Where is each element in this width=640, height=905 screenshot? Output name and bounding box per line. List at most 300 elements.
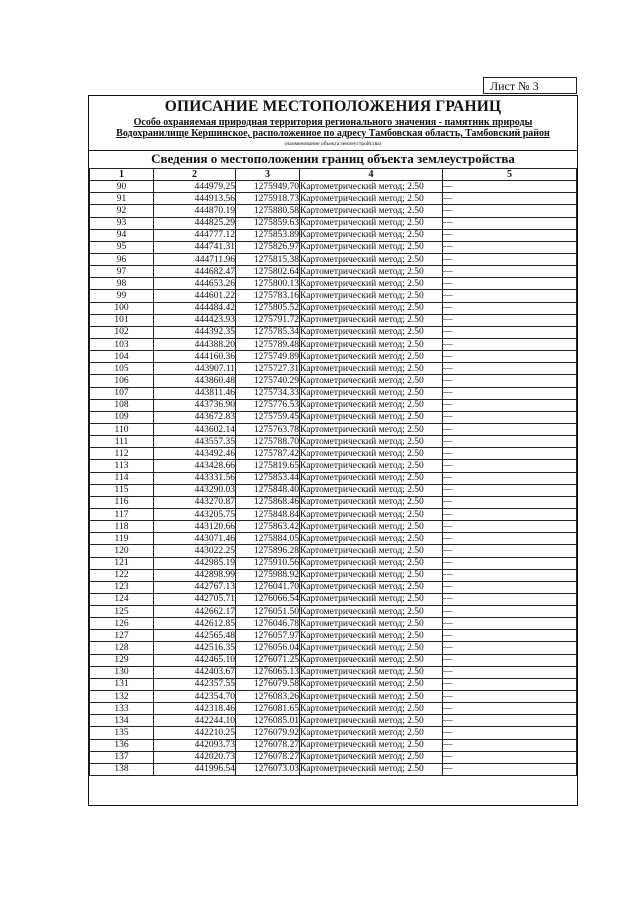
table-row: [90, 266, 577, 278]
coordinate-x-cell: 443907.11: [154, 363, 236, 375]
coordinate-x-cell: 444484.42: [154, 302, 236, 314]
table-row: [90, 606, 577, 618]
method-accuracy-cell: Картометрический метод; 2.50: [300, 678, 443, 690]
coordinate-y-cell: 1275802.64: [236, 266, 300, 278]
table-row: [90, 557, 577, 569]
point-number-cell: 133: [90, 703, 154, 715]
coordinate-x-cell: 443270.87: [154, 496, 236, 508]
table-row: [90, 508, 577, 520]
point-number-cell: 111: [90, 436, 154, 448]
column-header-1: 1: [90, 169, 154, 181]
coordinate-x-cell: 444682.47: [154, 266, 236, 278]
table-row: [90, 411, 577, 423]
point-number-cell: 104: [90, 351, 154, 363]
point-number-cell: 115: [90, 484, 154, 496]
coordinate-y-cell: 1275853.44: [236, 472, 300, 484]
point-number-cell: 137: [90, 751, 154, 763]
coordinate-y-cell: 1275788.70: [236, 436, 300, 448]
method-accuracy-cell: Картометрический метод; 2.50: [300, 533, 443, 545]
method-accuracy-cell: Картометрический метод; 2.50: [300, 691, 443, 703]
description-cell: —: [443, 266, 577, 278]
coordinate-x-cell: 444870.19: [154, 205, 236, 217]
method-accuracy-cell: Картометрический метод; 2.50: [300, 557, 443, 569]
description-cell: —: [443, 351, 577, 363]
coordinate-x-cell: 443428.66: [154, 460, 236, 472]
coordinate-y-cell: 1276051.50: [236, 606, 300, 618]
description-cell: —: [443, 727, 577, 739]
method-accuracy-cell: Картометрический метод; 2.50: [300, 581, 443, 593]
method-accuracy-cell: Картометрический метод; 2.50: [300, 521, 443, 533]
coordinate-y-cell: 1275740.29: [236, 375, 300, 387]
coordinate-x-cell: 444825.29: [154, 217, 236, 229]
coordinate-y-cell: 1276085.01: [236, 715, 300, 727]
method-accuracy-cell: Картометрический метод; 2.50: [300, 375, 443, 387]
description-cell: —: [443, 363, 577, 375]
coordinate-x-cell: 443071.46: [154, 533, 236, 545]
point-number-cell: 131: [90, 678, 154, 690]
description-cell: —: [443, 448, 577, 460]
coordinate-y-cell: 1275826.97: [236, 241, 300, 253]
description-cell: —: [443, 739, 577, 751]
point-number-cell: 100: [90, 302, 154, 314]
description-cell: —: [443, 751, 577, 763]
table-row: [90, 460, 577, 472]
coordinate-x-cell: 442020.73: [154, 751, 236, 763]
point-number-cell: 117: [90, 508, 154, 520]
description-cell: —: [443, 217, 577, 229]
table-row: [90, 691, 577, 703]
point-number-cell: 102: [90, 326, 154, 338]
description-cell: —: [443, 241, 577, 253]
description-cell: —: [443, 642, 577, 654]
point-number-cell: 98: [90, 278, 154, 290]
coordinate-y-cell: 1276071.25: [236, 654, 300, 666]
method-accuracy-cell: Картометрический метод; 2.50: [300, 727, 443, 739]
table-row: [90, 253, 577, 265]
description-cell: —: [443, 618, 577, 630]
table-row: [90, 217, 577, 229]
coordinate-x-cell: 444979.25: [154, 181, 236, 193]
description-cell: —: [443, 593, 577, 605]
coordinate-y-cell: 1276079.92: [236, 727, 300, 739]
coordinate-x-cell: 444160.36: [154, 351, 236, 363]
method-accuracy-cell: Картометрический метод; 2.50: [300, 606, 443, 618]
method-accuracy-cell: Картометрический метод; 2.50: [300, 496, 443, 508]
coordinate-x-cell: 443811.46: [154, 387, 236, 399]
method-accuracy-cell: Картометрический метод; 2.50: [300, 569, 443, 581]
coordinate-y-cell: 1276078.27: [236, 739, 300, 751]
description-cell: —: [443, 229, 577, 241]
method-accuracy-cell: Картометрический метод; 2.50: [300, 411, 443, 423]
method-accuracy-cell: Картометрический метод; 2.50: [300, 266, 443, 278]
column-header-4: 4: [300, 169, 443, 181]
point-number-cell: 132: [90, 691, 154, 703]
coordinate-x-cell: 441996.54: [154, 763, 236, 775]
point-number-cell: 109: [90, 411, 154, 423]
table-row: [90, 193, 577, 205]
coordinate-y-cell: 1275853.89: [236, 229, 300, 241]
coordinate-y-cell: 1276056.04: [236, 642, 300, 654]
object-name-line-2: Водохранилище Кершинское, расположенное по адресу Тамбовская область, Тамбовский район: [116, 128, 550, 139]
table-row: [90, 241, 577, 253]
table-row: [90, 581, 577, 593]
point-number-cell: 126: [90, 618, 154, 630]
description-cell: —: [443, 654, 577, 666]
point-number-cell: 136: [90, 739, 154, 751]
point-number-cell: 127: [90, 630, 154, 642]
coordinate-x-cell: 444741.31: [154, 241, 236, 253]
object-name-caption: (наименование объекта землеустройства): [284, 141, 382, 147]
method-accuracy-cell: Картометрический метод; 2.50: [300, 423, 443, 435]
point-number-cell: 110: [90, 423, 154, 435]
coordinate-y-cell: 1275759.45: [236, 411, 300, 423]
coordinate-x-cell: 442244.10: [154, 715, 236, 727]
coordinate-x-cell: 444653.26: [154, 278, 236, 290]
method-accuracy-cell: Картометрический метод; 2.50: [300, 351, 443, 363]
description-cell: —: [443, 399, 577, 411]
table-row: [90, 521, 577, 533]
point-number-cell: 120: [90, 545, 154, 557]
coordinate-y-cell: 1275800.13: [236, 278, 300, 290]
method-accuracy-cell: Картометрический метод; 2.50: [300, 290, 443, 302]
point-number-cell: 121: [90, 557, 154, 569]
table-row: [90, 290, 577, 302]
coordinate-x-cell: 443672.83: [154, 411, 236, 423]
table-row: [90, 496, 577, 508]
description-cell: —: [443, 387, 577, 399]
method-accuracy-cell: Картометрический метод; 2.50: [300, 666, 443, 678]
table-row: [90, 229, 577, 241]
description-cell: —: [443, 193, 577, 205]
table-row: [90, 399, 577, 411]
coordinate-y-cell: 1275791.72: [236, 314, 300, 326]
column-header-3: 3: [236, 169, 300, 181]
table-row: [90, 642, 577, 654]
table-row: [90, 593, 577, 605]
coordinate-x-cell: 443120.66: [154, 521, 236, 533]
description-cell: —: [443, 302, 577, 314]
coordinate-y-cell: 1276065.13: [236, 666, 300, 678]
coordinate-x-cell: 442210.25: [154, 727, 236, 739]
description-cell: —: [443, 678, 577, 690]
description-cell: —: [443, 338, 577, 350]
method-accuracy-cell: Картометрический метод; 2.50: [300, 253, 443, 265]
coordinate-x-cell: 442898.99: [154, 569, 236, 581]
table-row: [90, 375, 577, 387]
coordinate-x-cell: 443860.48: [154, 375, 236, 387]
description-cell: —: [443, 557, 577, 569]
point-number-cell: 124: [90, 593, 154, 605]
coordinate-y-cell: 1276041.70: [236, 581, 300, 593]
coordinate-x-cell: 444392.35: [154, 326, 236, 338]
table-row: [90, 338, 577, 350]
document-title: ОПИСАНИЕ МЕСТОПОЛОЖЕНИЯ ГРАНИЦ: [164, 98, 502, 115]
coordinate-x-cell: 443331.56: [154, 472, 236, 484]
coordinate-y-cell: 1275896.28: [236, 545, 300, 557]
point-number-cell: 91: [90, 193, 154, 205]
description-cell: —: [443, 411, 577, 423]
coordinate-y-cell: 1275863.42: [236, 521, 300, 533]
coordinate-y-cell: 1276081.65: [236, 703, 300, 715]
table-row: [90, 630, 577, 642]
table-row: [90, 205, 577, 217]
method-accuracy-cell: Картометрический метод; 2.50: [300, 229, 443, 241]
method-accuracy-cell: Картометрический метод; 2.50: [300, 363, 443, 375]
coordinate-y-cell: 1275848.84: [236, 508, 300, 520]
table-row: [90, 448, 577, 460]
description-cell: —: [443, 278, 577, 290]
point-number-cell: 108: [90, 399, 154, 411]
description-cell: —: [443, 205, 577, 217]
point-number-cell: 107: [90, 387, 154, 399]
description-cell: —: [443, 290, 577, 302]
method-accuracy-cell: Картометрический метод; 2.50: [300, 302, 443, 314]
coordinate-y-cell: 1276066.54: [236, 593, 300, 605]
coordinate-x-cell: 442357.55: [154, 678, 236, 690]
coordinate-y-cell: 1276083.26: [236, 691, 300, 703]
coordinate-y-cell: 1275734.33: [236, 387, 300, 399]
point-number-cell: 113: [90, 460, 154, 472]
point-number-cell: 94: [90, 229, 154, 241]
method-accuracy-cell: Картометрический метод; 2.50: [300, 703, 443, 715]
table-row: [90, 181, 577, 193]
table-row: [90, 751, 577, 763]
coordinate-x-cell: 442767.13: [154, 581, 236, 593]
coordinate-y-cell: 1275949.70: [236, 181, 300, 193]
coordinate-x-cell: 443022.25: [154, 545, 236, 557]
coordinate-x-cell: 442705.71: [154, 593, 236, 605]
coordinate-x-cell: 443736.90: [154, 399, 236, 411]
description-cell: —: [443, 630, 577, 642]
point-number-cell: 112: [90, 448, 154, 460]
coordinate-x-cell: 444913.56: [154, 193, 236, 205]
table-row: [90, 763, 577, 775]
coordinate-y-cell: 1275785.34: [236, 326, 300, 338]
method-accuracy-cell: Картометрический метод; 2.50: [300, 448, 443, 460]
point-number-cell: 134: [90, 715, 154, 727]
coordinate-x-cell: 443557.35: [154, 436, 236, 448]
coordinate-y-cell: 1275805.52: [236, 302, 300, 314]
coordinate-y-cell: 1275880.58: [236, 205, 300, 217]
method-accuracy-cell: Картометрический метод; 2.50: [300, 484, 443, 496]
table-row: [90, 314, 577, 326]
description-cell: —: [443, 326, 577, 338]
coordinate-x-cell: 442318.46: [154, 703, 236, 715]
table-row: [90, 302, 577, 314]
table-row: [90, 545, 577, 557]
table-row: [90, 472, 577, 484]
point-number-cell: 118: [90, 521, 154, 533]
coordinate-x-cell: 444711.96: [154, 253, 236, 265]
table-row: [90, 278, 577, 290]
method-accuracy-cell: Картометрический метод; 2.50: [300, 630, 443, 642]
table-row: [90, 678, 577, 690]
point-number-cell: 106: [90, 375, 154, 387]
method-accuracy-cell: Картометрический метод; 2.50: [300, 314, 443, 326]
method-accuracy-cell: Картометрический метод; 2.50: [300, 460, 443, 472]
coordinate-y-cell: 1275910.56: [236, 557, 300, 569]
description-cell: —: [443, 715, 577, 727]
point-number-cell: 138: [90, 763, 154, 775]
point-number-cell: 99: [90, 290, 154, 302]
method-accuracy-cell: Картометрический метод; 2.50: [300, 436, 443, 448]
description-cell: —: [443, 691, 577, 703]
coordinate-y-cell: 1275819.65: [236, 460, 300, 472]
table-row: [90, 715, 577, 727]
point-number-cell: 93: [90, 217, 154, 229]
coordinate-y-cell: 1276046.78: [236, 618, 300, 630]
point-number-cell: 119: [90, 533, 154, 545]
table-row: [90, 326, 577, 338]
coordinate-y-cell: 1275988.92: [236, 569, 300, 581]
method-accuracy-cell: Картометрический метод; 2.50: [300, 472, 443, 484]
coordinate-y-cell: 1276057.97: [236, 630, 300, 642]
point-number-cell: 130: [90, 666, 154, 678]
coordinate-y-cell: 1275749.89: [236, 351, 300, 363]
description-cell: —: [443, 375, 577, 387]
description-cell: —: [443, 666, 577, 678]
section-title: Сведения о местоположении границ объекта землеустройства: [151, 151, 515, 166]
point-number-cell: 95: [90, 241, 154, 253]
description-cell: —: [443, 545, 577, 557]
coordinate-y-cell: 1276079.58: [236, 678, 300, 690]
coordinate-y-cell: 1275783.16: [236, 290, 300, 302]
description-cell: —: [443, 436, 577, 448]
coordinate-y-cell: 1276078.27: [236, 751, 300, 763]
coordinate-x-cell: 443492.46: [154, 448, 236, 460]
coordinate-x-cell: 443290.03: [154, 484, 236, 496]
coordinate-y-cell: 1275789.48: [236, 338, 300, 350]
method-accuracy-cell: Картометрический метод; 2.50: [300, 278, 443, 290]
coordinate-x-cell: 442612.85: [154, 618, 236, 630]
description-cell: —: [443, 460, 577, 472]
coordinate-x-cell: 443602.14: [154, 423, 236, 435]
method-accuracy-cell: Картометрический метод; 2.50: [300, 751, 443, 763]
coordinate-y-cell: 1275884.05: [236, 533, 300, 545]
point-number-cell: 135: [90, 727, 154, 739]
description-cell: —: [443, 423, 577, 435]
method-accuracy-cell: Картометрический метод; 2.50: [300, 508, 443, 520]
method-accuracy-cell: Картометрический метод; 2.50: [300, 193, 443, 205]
description-cell: —: [443, 533, 577, 545]
method-accuracy-cell: Картометрический метод; 2.50: [300, 326, 443, 338]
table-row: [90, 703, 577, 715]
description-cell: —: [443, 569, 577, 581]
table-row: [90, 739, 577, 751]
coordinate-x-cell: 442093.73: [154, 739, 236, 751]
coordinate-y-cell: 1275859.63: [236, 217, 300, 229]
coordinate-x-cell: 442465.10: [154, 654, 236, 666]
table-row: [90, 533, 577, 545]
point-number-cell: 125: [90, 606, 154, 618]
method-accuracy-cell: Картометрический метод; 2.50: [300, 205, 443, 217]
coordinate-y-cell: 1275848.40: [236, 484, 300, 496]
coordinate-y-cell: 1275727.31: [236, 363, 300, 375]
point-number-cell: 101: [90, 314, 154, 326]
table-row: [90, 569, 577, 581]
table-header-row: [90, 169, 577, 181]
coordinate-y-cell: 1275776.53: [236, 399, 300, 411]
coordinate-y-cell: 1275763.78: [236, 423, 300, 435]
method-accuracy-cell: Картометрический метод; 2.50: [300, 399, 443, 411]
description-cell: —: [443, 484, 577, 496]
coordinate-y-cell: 1276073.03: [236, 763, 300, 775]
description-cell: —: [443, 581, 577, 593]
point-number-cell: 105: [90, 363, 154, 375]
table-row: [90, 436, 577, 448]
table-row: [90, 618, 577, 630]
coordinate-x-cell: 442565.48: [154, 630, 236, 642]
coordinate-x-cell: 442354.70: [154, 691, 236, 703]
table-row: [90, 727, 577, 739]
coordinate-x-cell: 442985.19: [154, 557, 236, 569]
table-row: [90, 654, 577, 666]
table-row: [90, 387, 577, 399]
method-accuracy-cell: Картометрический метод; 2.50: [300, 642, 443, 654]
method-accuracy-cell: Картометрический метод; 2.50: [300, 618, 443, 630]
coordinate-x-cell: 443205.75: [154, 508, 236, 520]
description-cell: —: [443, 521, 577, 533]
coordinate-x-cell: 444388.20: [154, 338, 236, 350]
boundary-description-form: [88, 95, 578, 806]
method-accuracy-cell: Картометрический метод; 2.50: [300, 545, 443, 557]
method-accuracy-cell: Картометрический метод; 2.50: [300, 763, 443, 775]
method-accuracy-cell: Картометрический метод; 2.50: [300, 593, 443, 605]
coordinate-x-cell: 442516.35: [154, 642, 236, 654]
coordinate-y-cell: 1275868.46: [236, 496, 300, 508]
description-cell: —: [443, 508, 577, 520]
description-cell: —: [443, 472, 577, 484]
coordinate-x-cell: 442662.17: [154, 606, 236, 618]
object-name-line-1: Особо охраняемая природная территория регионального значения - памятник природы: [133, 117, 533, 128]
column-header-2: 2: [154, 169, 236, 181]
table-body: [90, 181, 577, 776]
method-accuracy-cell: Картометрический метод; 2.50: [300, 654, 443, 666]
table-row: [90, 484, 577, 496]
description-cell: —: [443, 181, 577, 193]
point-number-cell: 103: [90, 338, 154, 350]
table-row: [90, 423, 577, 435]
method-accuracy-cell: Картометрический метод; 2.50: [300, 739, 443, 751]
sheet-number-label: Лист № 3: [483, 77, 577, 94]
method-accuracy-cell: Картометрический метод; 2.50: [300, 387, 443, 399]
point-number-cell: 92: [90, 205, 154, 217]
column-header-5: 5: [443, 169, 577, 181]
coordinate-x-cell: 444601.22: [154, 290, 236, 302]
table-row: [90, 363, 577, 375]
method-accuracy-cell: Картометрический метод; 2.50: [300, 241, 443, 253]
point-number-cell: 116: [90, 496, 154, 508]
description-cell: —: [443, 314, 577, 326]
point-number-cell: 114: [90, 472, 154, 484]
method-accuracy-cell: Картометрический метод; 2.50: [300, 217, 443, 229]
coordinates-table: [89, 168, 577, 776]
point-number-cell: 122: [90, 569, 154, 581]
description-cell: —: [443, 496, 577, 508]
description-cell: —: [443, 703, 577, 715]
coordinate-y-cell: 1275918.73: [236, 193, 300, 205]
description-cell: —: [443, 253, 577, 265]
point-number-cell: 128: [90, 642, 154, 654]
description-cell: —: [443, 763, 577, 775]
method-accuracy-cell: Картометрический метод; 2.50: [300, 715, 443, 727]
coordinate-x-cell: 442403.67: [154, 666, 236, 678]
method-accuracy-cell: Картометрический метод; 2.50: [300, 338, 443, 350]
coordinate-x-cell: 444423.93: [154, 314, 236, 326]
point-number-cell: 123: [90, 581, 154, 593]
point-number-cell: 97: [90, 266, 154, 278]
coordinate-y-cell: 1275787.42: [236, 448, 300, 460]
